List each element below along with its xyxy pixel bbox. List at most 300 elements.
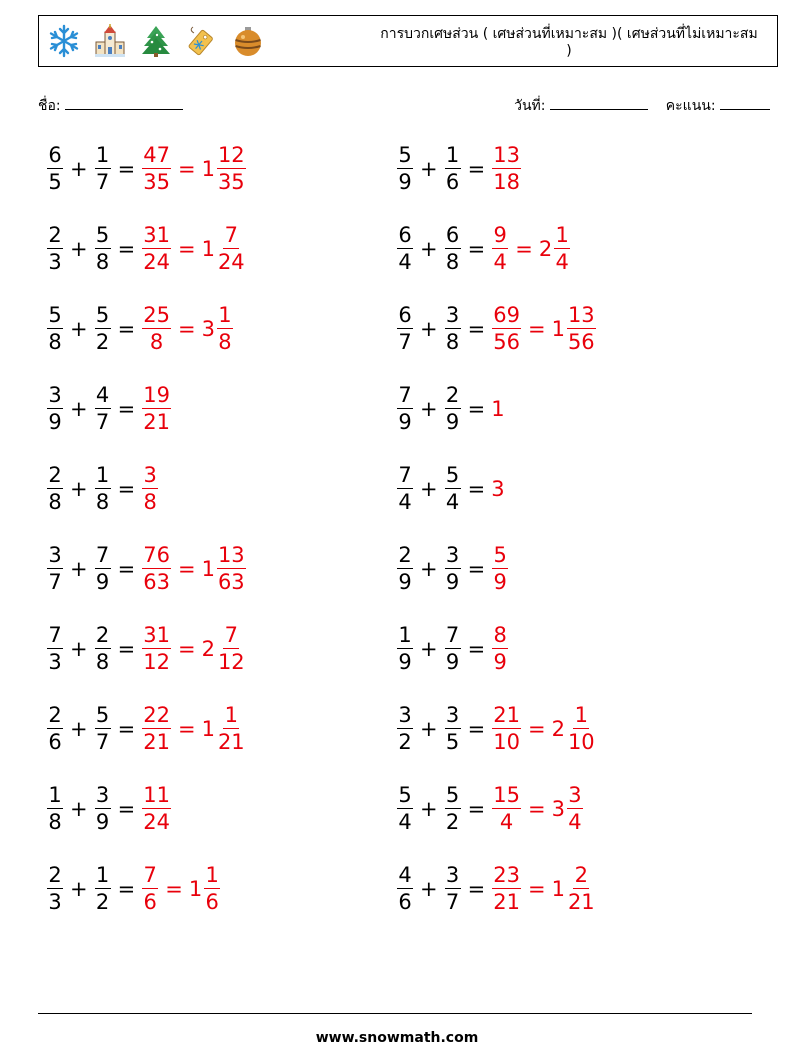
addend-fraction bbox=[95, 305, 111, 353]
plus-sign: + bbox=[420, 797, 438, 821]
numerator: 1 bbox=[95, 143, 110, 167]
plus-sign: + bbox=[70, 717, 88, 741]
equals-sign: = bbox=[515, 237, 533, 261]
numerator: 5 bbox=[445, 463, 460, 487]
numerator: 2 bbox=[48, 703, 62, 727]
answer-fraction bbox=[142, 545, 171, 593]
denominator: 4 bbox=[445, 490, 460, 514]
denominator: 18 bbox=[493, 170, 520, 194]
numerator: 5 bbox=[95, 703, 110, 727]
mixed-fraction bbox=[217, 705, 246, 753]
addend-fraction bbox=[95, 705, 111, 753]
numerator: 1 bbox=[205, 863, 219, 887]
plus-sign: + bbox=[420, 717, 438, 741]
numerator: 1 bbox=[218, 303, 232, 327]
addend-fraction bbox=[445, 225, 461, 273]
denominator: 6 bbox=[445, 170, 460, 194]
equals-sign: = bbox=[117, 717, 136, 741]
equals-sign: = bbox=[527, 877, 546, 901]
plus-sign: + bbox=[420, 637, 438, 661]
equals-sign: = bbox=[467, 717, 486, 741]
name-label: ชื่อ: bbox=[38, 98, 61, 114]
denominator: 9 bbox=[48, 410, 62, 434]
denominator: 56 bbox=[493, 330, 520, 354]
numerator: 69 bbox=[493, 303, 520, 327]
plus-sign: + bbox=[420, 397, 438, 421]
equals-sign: = bbox=[467, 557, 486, 581]
problem-10 bbox=[396, 465, 505, 513]
numerator: 1 bbox=[224, 703, 238, 727]
answer-fraction bbox=[142, 385, 171, 433]
answer-fraction bbox=[142, 305, 171, 353]
plus-sign: + bbox=[70, 317, 88, 341]
answer-fraction bbox=[492, 865, 521, 913]
plus-sign: + bbox=[70, 157, 88, 181]
denominator: 5 bbox=[445, 730, 460, 754]
problem-1 bbox=[46, 145, 247, 193]
addend-fraction bbox=[445, 865, 461, 913]
addend-fraction bbox=[445, 145, 461, 193]
addend-fraction bbox=[445, 785, 461, 833]
problem-13 bbox=[46, 625, 247, 673]
equals-sign: = bbox=[467, 237, 486, 261]
denominator: 56 bbox=[567, 330, 595, 354]
addend-fraction bbox=[397, 145, 413, 193]
snowflake-icon bbox=[45, 22, 83, 60]
problem-20 bbox=[396, 865, 597, 913]
plus-sign: + bbox=[70, 637, 88, 661]
plus-sign: + bbox=[420, 877, 438, 901]
numerator: 5 bbox=[445, 783, 460, 807]
denominator: 2 bbox=[398, 730, 412, 754]
mixed-whole: 1 bbox=[551, 877, 565, 901]
addend-fraction bbox=[397, 705, 413, 753]
mixed-whole: 3 bbox=[201, 317, 215, 341]
mixed-whole: 3 bbox=[551, 797, 565, 821]
numerator: 9 bbox=[493, 223, 507, 247]
problem-7 bbox=[46, 385, 172, 433]
numerator: 7 bbox=[224, 623, 238, 647]
mixed-whole: 2 bbox=[551, 717, 565, 741]
mixed-whole: 1 bbox=[551, 317, 565, 341]
name-blank[interactable] bbox=[65, 97, 183, 110]
addend-fraction bbox=[95, 465, 111, 513]
addend-fraction bbox=[47, 465, 63, 513]
mixed-fraction bbox=[567, 785, 583, 833]
denominator: 21 bbox=[143, 730, 170, 754]
denominator: 4 bbox=[555, 250, 569, 274]
mixed-whole: 1 bbox=[201, 557, 215, 581]
equals-sign: = bbox=[117, 397, 136, 421]
denominator: 8 bbox=[445, 330, 460, 354]
denominator: 9 bbox=[493, 570, 507, 594]
denominator: 2 bbox=[95, 890, 110, 914]
answer-fraction bbox=[492, 545, 508, 593]
denominator: 6 bbox=[143, 890, 157, 914]
equals-sign: = bbox=[177, 637, 196, 661]
numerator: 7 bbox=[398, 383, 412, 407]
addend-fraction bbox=[95, 785, 111, 833]
answer-fraction bbox=[142, 785, 171, 833]
denominator: 12 bbox=[143, 650, 170, 674]
addend-fraction bbox=[47, 225, 63, 273]
denominator: 8 bbox=[95, 650, 110, 674]
denominator: 9 bbox=[445, 570, 460, 594]
denominator: 9 bbox=[398, 650, 412, 674]
problem-16 bbox=[396, 705, 597, 753]
answer-whole: 3 bbox=[491, 477, 505, 501]
denominator: 8 bbox=[95, 490, 110, 514]
denominator: 7 bbox=[95, 410, 110, 434]
denominator: 9 bbox=[445, 410, 460, 434]
answer-fraction bbox=[142, 705, 171, 753]
addend-fraction bbox=[95, 865, 111, 913]
numerator: 3 bbox=[445, 863, 460, 887]
header-icons bbox=[45, 22, 267, 62]
denominator: 8 bbox=[48, 330, 62, 354]
addend-fraction bbox=[47, 145, 63, 193]
denominator: 63 bbox=[143, 570, 170, 594]
christmas-tree-icon bbox=[137, 22, 175, 60]
mixed-fraction bbox=[567, 305, 596, 353]
plus-sign: + bbox=[70, 397, 88, 421]
mixed-fraction bbox=[554, 225, 570, 273]
problem-3 bbox=[46, 225, 247, 273]
mixed-fraction bbox=[217, 545, 246, 593]
equals-sign: = bbox=[117, 877, 136, 901]
plus-sign: + bbox=[420, 477, 438, 501]
denominator: 35 bbox=[143, 170, 170, 194]
answer-fraction bbox=[492, 225, 508, 273]
numerator: 25 bbox=[143, 303, 170, 327]
equals-sign: = bbox=[467, 877, 486, 901]
plus-sign: + bbox=[420, 157, 438, 181]
addend-fraction bbox=[397, 305, 413, 353]
problem-8 bbox=[396, 385, 505, 433]
mixed-whole: 1 bbox=[201, 717, 215, 741]
denominator: 8 bbox=[48, 810, 62, 834]
gift-tag-icon bbox=[183, 22, 221, 60]
numerator: 2 bbox=[48, 463, 62, 487]
mixed-fraction bbox=[217, 145, 246, 193]
numerator: 19 bbox=[143, 383, 170, 407]
problem-2 bbox=[396, 145, 522, 193]
equals-sign: = bbox=[117, 157, 136, 181]
numerator: 21 bbox=[493, 703, 520, 727]
name-field bbox=[38, 95, 183, 117]
equals-sign: = bbox=[467, 477, 486, 501]
denominator: 21 bbox=[217, 730, 245, 754]
denominator: 4 bbox=[493, 250, 507, 274]
numerator: 76 bbox=[143, 543, 170, 567]
plus-sign: + bbox=[70, 557, 88, 581]
answer-fraction bbox=[492, 705, 521, 753]
plus-sign: + bbox=[70, 877, 88, 901]
numerator: 7 bbox=[95, 543, 110, 567]
numerator: 2 bbox=[574, 863, 588, 887]
mixed-whole: 1 bbox=[188, 877, 203, 901]
equals-sign: = bbox=[177, 317, 196, 341]
denominator: 35 bbox=[217, 170, 245, 194]
numerator: 7 bbox=[398, 463, 412, 487]
denominator: 10 bbox=[493, 730, 520, 754]
addend-fraction bbox=[397, 465, 413, 513]
denominator: 2 bbox=[445, 810, 460, 834]
problem-14 bbox=[396, 625, 509, 673]
problem-17 bbox=[46, 785, 172, 833]
numerator: 1 bbox=[555, 223, 569, 247]
numerator: 11 bbox=[143, 783, 170, 807]
denominator: 3 bbox=[48, 250, 62, 274]
problem-19 bbox=[46, 865, 221, 913]
addend-fraction bbox=[397, 625, 413, 673]
numerator: 6 bbox=[398, 223, 412, 247]
problem-12 bbox=[396, 545, 509, 593]
numerator: 5 bbox=[48, 303, 62, 327]
denominator: 8 bbox=[149, 330, 164, 354]
equals-sign: = bbox=[177, 157, 196, 181]
denominator: 3 bbox=[48, 890, 62, 914]
denominator: 4 bbox=[568, 810, 582, 834]
addend-fraction bbox=[397, 385, 413, 433]
equals-sign: = bbox=[177, 717, 196, 741]
denominator: 9 bbox=[398, 410, 412, 434]
numerator: 1 bbox=[95, 463, 110, 487]
numerator: 15 bbox=[493, 783, 520, 807]
problem-11 bbox=[46, 545, 247, 593]
mixed-fraction bbox=[567, 865, 596, 913]
equals-sign: = bbox=[467, 637, 486, 661]
denominator: 9 bbox=[398, 170, 412, 194]
denominator: 4 bbox=[398, 250, 412, 274]
denominator: 7 bbox=[48, 570, 62, 594]
addend-fraction bbox=[47, 625, 63, 673]
date-blank[interactable] bbox=[550, 97, 648, 110]
plus-sign: + bbox=[420, 317, 438, 341]
denominator: 24 bbox=[217, 250, 245, 274]
denominator: 21 bbox=[493, 890, 520, 914]
denominator: 6 bbox=[205, 890, 219, 914]
denominator: 4 bbox=[398, 490, 412, 514]
plus-sign: + bbox=[420, 237, 438, 261]
addend-fraction bbox=[445, 465, 461, 513]
equals-sign: = bbox=[467, 797, 486, 821]
numerator: 2 bbox=[445, 383, 460, 407]
denominator: 9 bbox=[95, 570, 110, 594]
denominator: 8 bbox=[143, 490, 157, 514]
score-label: คะแนน: bbox=[665, 98, 716, 114]
numerator: 3 bbox=[445, 703, 460, 727]
denominator: 4 bbox=[499, 810, 514, 834]
equals-sign: = bbox=[165, 877, 183, 901]
denominator: 9 bbox=[95, 810, 110, 834]
addend-fraction bbox=[95, 385, 111, 433]
numerator: 5 bbox=[398, 143, 412, 167]
numerator: 2 bbox=[95, 623, 110, 647]
mixed-fraction bbox=[217, 305, 233, 353]
numerator: 6 bbox=[398, 303, 412, 327]
numerator: 1 bbox=[574, 703, 588, 727]
equals-sign: = bbox=[177, 557, 196, 581]
answer-fraction bbox=[492, 305, 521, 353]
denominator: 8 bbox=[445, 250, 460, 274]
numerator: 2 bbox=[48, 863, 62, 887]
addend-fraction bbox=[47, 385, 63, 433]
addend-fraction bbox=[445, 625, 461, 673]
answer-fraction bbox=[492, 145, 521, 193]
equals-sign: = bbox=[117, 317, 136, 341]
addend-fraction bbox=[397, 785, 413, 833]
equals-sign: = bbox=[117, 797, 136, 821]
numerator: 7 bbox=[48, 623, 62, 647]
addend-fraction bbox=[445, 305, 461, 353]
answer-fraction bbox=[142, 865, 158, 913]
numerator: 8 bbox=[493, 623, 507, 647]
plus-sign: + bbox=[420, 557, 438, 581]
mixed-whole: 1 bbox=[201, 237, 215, 261]
answer-fraction bbox=[492, 625, 508, 673]
answer-fraction bbox=[492, 785, 521, 833]
equals-sign: = bbox=[117, 237, 136, 261]
denominator: 8 bbox=[48, 490, 62, 514]
problem-9 bbox=[46, 465, 159, 513]
equals-sign: = bbox=[177, 237, 196, 261]
numerator: 7 bbox=[224, 223, 238, 247]
denominator: 2 bbox=[95, 330, 110, 354]
answer-whole: 1 bbox=[491, 397, 505, 421]
numerator: 1 bbox=[398, 623, 412, 647]
numerator: 3 bbox=[445, 543, 460, 567]
denominator: 5 bbox=[48, 170, 62, 194]
numerator: 5 bbox=[95, 223, 110, 247]
numerator: 7 bbox=[445, 623, 460, 647]
numerator: 31 bbox=[143, 623, 170, 647]
addend-fraction bbox=[47, 705, 63, 753]
score-blank[interactable] bbox=[720, 97, 770, 110]
numerator: 2 bbox=[48, 223, 62, 247]
plus-sign: + bbox=[70, 237, 88, 261]
church-icon bbox=[91, 22, 129, 60]
numerator: 3 bbox=[568, 783, 582, 807]
mixed-fraction bbox=[204, 865, 220, 913]
numerator: 13 bbox=[567, 303, 595, 327]
denominator: 21 bbox=[567, 890, 595, 914]
denominator: 10 bbox=[567, 730, 595, 754]
numerator: 4 bbox=[398, 863, 412, 887]
numerator: 13 bbox=[493, 143, 520, 167]
date-score-fields bbox=[514, 95, 770, 117]
mixed-fraction bbox=[217, 225, 246, 273]
denominator: 63 bbox=[217, 570, 245, 594]
addend-fraction bbox=[445, 385, 461, 433]
mixed-fraction bbox=[217, 625, 246, 673]
problem-4 bbox=[396, 225, 571, 273]
numerator: 3 bbox=[445, 303, 460, 327]
numerator: 23 bbox=[493, 863, 520, 887]
denominator: 7 bbox=[95, 170, 110, 194]
numerator: 5 bbox=[95, 303, 110, 327]
problem-5 bbox=[46, 305, 234, 353]
equals-sign: = bbox=[527, 797, 546, 821]
numerator: 3 bbox=[95, 783, 110, 807]
answer-fraction bbox=[142, 465, 158, 513]
problem-6 bbox=[396, 305, 597, 353]
addend-fraction bbox=[397, 545, 413, 593]
addend-fraction bbox=[397, 865, 413, 913]
addend-fraction bbox=[47, 785, 63, 833]
plus-sign: + bbox=[70, 797, 88, 821]
addend-fraction bbox=[95, 545, 111, 593]
equals-sign: = bbox=[527, 717, 546, 741]
numerator: 1 bbox=[445, 143, 460, 167]
denominator: 7 bbox=[398, 330, 412, 354]
denominator: 8 bbox=[95, 250, 110, 274]
footer-url: www.snowmath.com bbox=[315, 1030, 479, 1046]
denominator: 7 bbox=[445, 890, 460, 914]
denominator: 9 bbox=[398, 570, 412, 594]
numerator: 13 bbox=[217, 543, 245, 567]
mixed-whole: 2 bbox=[201, 637, 215, 661]
worksheet-title: การบวกเศษส่วน ( เศษส่วนที่เหมาะสม )( เศษส่วนที่ไม่เหมาะสม ) bbox=[380, 26, 758, 59]
numerator: 12 bbox=[217, 143, 245, 167]
plus-sign: + bbox=[70, 477, 88, 501]
numerator: 4 bbox=[95, 383, 110, 407]
addend-fraction bbox=[445, 705, 461, 753]
equals-sign: = bbox=[117, 557, 136, 581]
numerator: 3 bbox=[48, 383, 62, 407]
denominator: 6 bbox=[398, 890, 412, 914]
addend-fraction bbox=[47, 865, 63, 913]
footer-divider bbox=[38, 1013, 752, 1014]
mixed-whole: 2 bbox=[538, 237, 553, 261]
header-box bbox=[38, 15, 778, 67]
mixed-fraction bbox=[567, 705, 596, 753]
addend-fraction bbox=[47, 305, 63, 353]
equals-sign: = bbox=[527, 317, 546, 341]
denominator: 21 bbox=[143, 410, 170, 434]
numerator: 5 bbox=[493, 543, 507, 567]
denominator: 24 bbox=[143, 250, 170, 274]
numerator: 31 bbox=[143, 223, 170, 247]
numerator: 7 bbox=[143, 863, 157, 887]
ornament-icon bbox=[229, 22, 267, 60]
numerator: 3 bbox=[398, 703, 412, 727]
denominator: 3 bbox=[48, 650, 62, 674]
problem-18 bbox=[396, 785, 584, 833]
answer-fraction bbox=[142, 145, 171, 193]
numerator: 3 bbox=[143, 463, 157, 487]
denominator: 24 bbox=[143, 810, 170, 834]
numerator: 1 bbox=[95, 863, 110, 887]
addend-fraction bbox=[397, 225, 413, 273]
answer-fraction bbox=[142, 225, 171, 273]
problem-15 bbox=[46, 705, 247, 753]
denominator: 12 bbox=[217, 650, 245, 674]
numerator: 5 bbox=[398, 783, 412, 807]
equals-sign: = bbox=[467, 157, 486, 181]
denominator: 8 bbox=[218, 330, 232, 354]
answer-fraction bbox=[142, 625, 171, 673]
date-label: วันที่: bbox=[514, 98, 546, 114]
equals-sign: = bbox=[467, 397, 486, 421]
addend-fraction bbox=[47, 545, 63, 593]
numerator: 3 bbox=[48, 543, 62, 567]
numerator: 1 bbox=[48, 783, 62, 807]
numerator: 6 bbox=[445, 223, 460, 247]
numerator: 22 bbox=[143, 703, 170, 727]
numerator: 2 bbox=[398, 543, 412, 567]
equals-sign: = bbox=[117, 637, 136, 661]
